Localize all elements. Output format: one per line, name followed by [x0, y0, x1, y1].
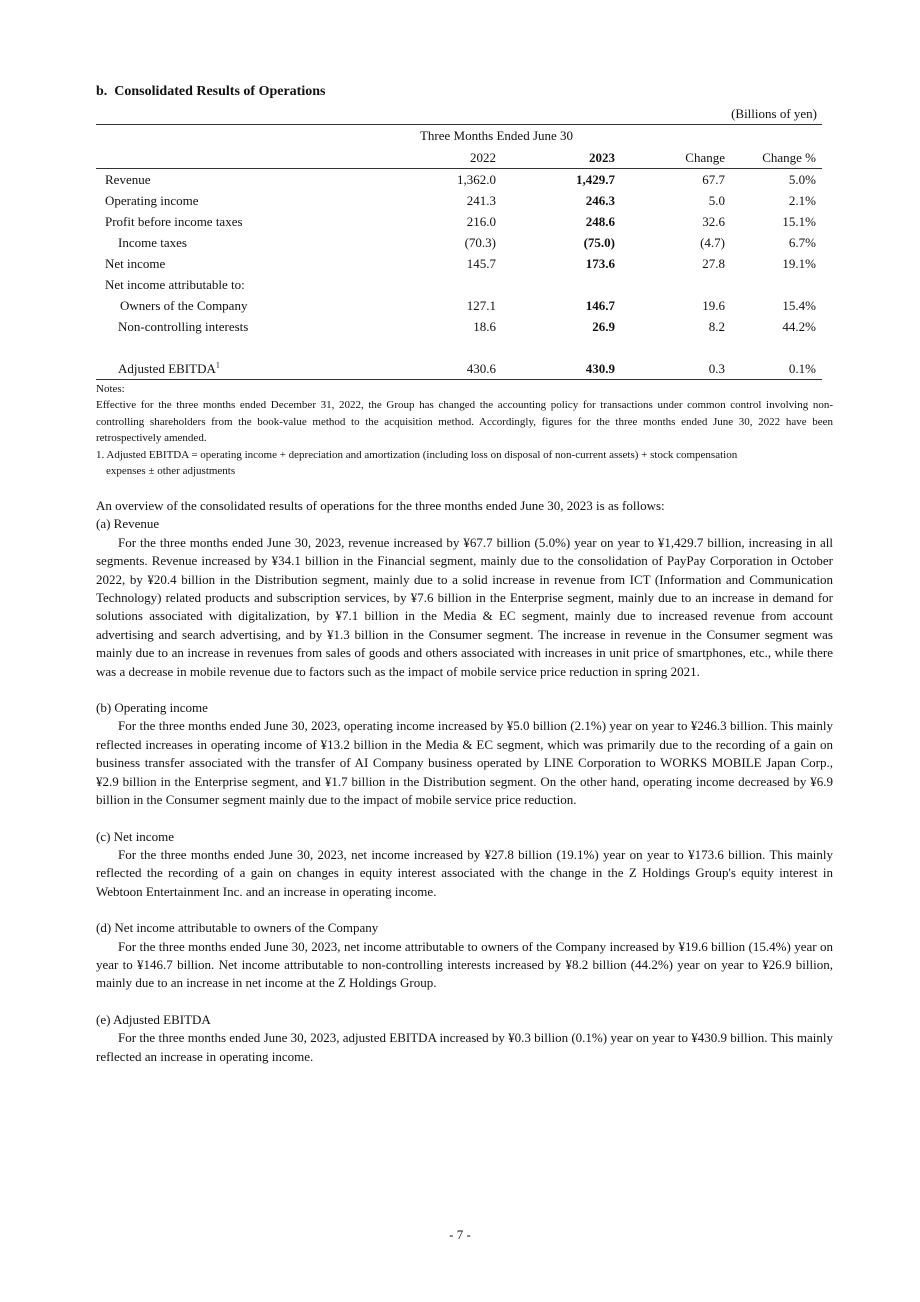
table-row	[96, 190, 822, 211]
notes-title: Notes:	[96, 383, 125, 395]
footnote-ref: 1	[215, 360, 220, 370]
col-header-2023: 2023	[496, 147, 615, 169]
cell-change: 67.7	[702, 171, 725, 187]
cell-2023: 173.6	[585, 255, 615, 271]
cell-change: 8.2	[708, 318, 725, 334]
row-label: Income taxes	[118, 234, 187, 250]
table-header-row	[96, 125, 822, 148]
unit-note: (Billions of yen)	[731, 106, 817, 121]
page-number: - 7 -	[449, 1227, 471, 1242]
footnote-1: 1. Adjusted EBITDA = operating income + depreciation and amortization (including loss on disposal of non-current assets) + stock compensation	[96, 448, 738, 461]
row-label: Net income	[105, 255, 166, 271]
cell-2022: 430.6	[378, 358, 496, 380]
cell-2023: (75.0)	[583, 234, 615, 250]
col-header-2022: 2022	[378, 147, 496, 169]
row-label: Owners of the Company	[120, 297, 248, 313]
cell-2022: 18.6	[473, 318, 496, 334]
table-spacer-row	[96, 337, 822, 358]
cell-change-pct: 6.7%	[788, 234, 816, 250]
row-label: Profit before income taxes	[105, 213, 243, 229]
notes-section	[96, 381, 833, 479]
cell-change-pct: 15.1%	[782, 213, 816, 229]
period-header: Three Months Ended June 30	[419, 128, 574, 143]
col-header-change: Change	[615, 147, 725, 169]
row-label	[96, 358, 378, 380]
cell-2023: 430.9	[496, 358, 615, 380]
subsection-title-adjusted-ebitda: (e) Adjusted EBITDA	[96, 1011, 211, 1027]
cell-change-pct: 5.0%	[788, 171, 816, 187]
subsection-text-net-income-owners: For the three months ended June 30, 2023, net income attributable to owners of the Company increased by ¥19.6 billion (15.4%) year on year to ¥146.7 billion. Net income attributable to non-controlling interests increased by ¥8.2 billion (44.2%) year on year to ¥26.9 billion, mainly due to an increase in net income at the Z Holdings Group.	[96, 938, 833, 991]
results-table	[96, 124, 822, 380]
section-heading: b. Consolidated Results of Operations	[96, 84, 326, 99]
notes-text: Effective for the three months ended December 31, 2022, the Group has changed the accounting policy for transactions under common control involving non-controlling shareholders from the book-value method to the acquisition method. Accordingly, figures for the three months ended June 30, 2022 have been retrospectively amended.	[96, 399, 833, 445]
cell-2023: 246.3	[585, 192, 615, 208]
cell-2023: 26.9	[592, 318, 615, 334]
subsection-text-revenue: For the three months ended June 30, 2023, revenue increased by ¥67.7 billion (5.0%) year on year to ¥1,429.7 billion, increasing in all segments. Revenue increased by ¥34.1 billion in the Financial segment, mainly due to the consolidation of PayPay Corporation in October 2022, by ¥20.4 billion in the Distribution segment, mainly due to a solid increase in revenue from ICT (Information and Communication Technology) related products and subscription services, by ¥7.6 billion in the Enterprise segment, mainly due to an increase in demand for solutions associated with digitalization, by ¥7.1 billion in the Media & EC segment, mainly due to increased revenue from account advertising and search advertising, and by ¥1.3 billion in the Consumer segment. The increase in revenue in the Consumer segment was mainly due to an increase in revenues from sales of goods and others associated with increases in unit price of smartphones, etc., while there was a decrease in mobile revenue due to factors such as the impact of mobile service price reduction in spring 2021.	[96, 534, 833, 679]
subsection-text-operating-income: For the three months ended June 30, 2023, operating income increased by ¥5.0 billion (2.1%) year on year to ¥246.3 billion. This mainly reflected increases in operating income of ¥13.2 billion in the Media & EC segment, which was primarily due to the recording of a gain on business transfer associated with the transfer of AI Company business operated by LINE Corporation to WORKS MOBILE Japan Corp., ¥2.9 billion in the Enterprise segment, and ¥1.7 billion in the Distribution segment. On the other hand, operating income decreased by ¥6.9 billion in the Consumer segment mainly due to the impact of mobile service price reduction.	[96, 718, 833, 808]
row-label: Non-controlling interests	[118, 318, 249, 334]
cell-change: (4.7)	[700, 234, 725, 250]
cell-change-pct: 19.1%	[782, 255, 816, 271]
cell-change-pct: 15.4%	[782, 297, 816, 313]
cell-change-pct: 2.1%	[788, 192, 816, 208]
subsection-title-net-income-owners: (d) Net income attributable to owners of the Company	[96, 920, 379, 936]
row-label: Net income attributable to:	[105, 276, 245, 292]
cell-2022: (70.3)	[464, 234, 496, 250]
cell-change: 32.6	[702, 213, 725, 229]
row-label-text: Adjusted EBITDA	[118, 360, 216, 376]
cell-change: 19.6	[702, 297, 725, 313]
cell-change-pct: 44.2%	[782, 318, 816, 334]
table-row	[96, 274, 822, 295]
table-row	[96, 316, 822, 337]
overview-intro: An overview of the consolidated results of operations for the three months ended June 30, 2023 is as follows:	[96, 498, 665, 513]
row-label: Operating income	[105, 192, 199, 208]
table-row	[96, 358, 822, 380]
footnote-1-cont: expenses ± other adjustments	[106, 465, 236, 478]
col-header-change-pct: Change %	[725, 147, 822, 169]
table-row	[96, 253, 822, 274]
cell-2023: 146.7	[585, 297, 615, 313]
cell-2022: 127.1	[466, 297, 496, 313]
cell-2022: 145.7	[466, 255, 496, 271]
table-header-row	[96, 147, 822, 169]
cell-2022: 216.0	[466, 213, 496, 229]
cell-change: 5.0	[708, 192, 725, 208]
cell-change: 0.3	[615, 358, 725, 380]
subsection-title-operating-income: (b) Operating income	[96, 700, 208, 716]
subsection-title-revenue: (a) Revenue	[96, 516, 160, 532]
cell-change: 27.8	[702, 255, 725, 271]
table-row	[96, 295, 822, 316]
subsection-text-net-income: For the three months ended June 30, 2023, net income increased by ¥27.8 billion (19.1%) year on year to ¥173.6 billion. This mainly reflected the recording of a gain on changes in equity interest associated with the change in the Z Holdings Group's equity interest in Webtoon Entertainment Inc. and an increase in operating income.	[96, 846, 833, 899]
table-row	[96, 169, 822, 191]
table-row	[96, 211, 822, 232]
cell-2023: 248.6	[585, 213, 615, 229]
subsection-text-adjusted-ebitda: For the three months ended June 30, 2023, adjusted EBITDA increased by ¥0.3 billion (0.1%) year on year to ¥430.9 billion. This mainly reflected an increase in operating income.	[96, 1030, 833, 1064]
subsection-title-net-income: (c) Net income	[96, 828, 174, 844]
table-row	[96, 232, 822, 253]
row-label: Revenue	[105, 171, 151, 187]
cell-2022: 241.3	[466, 192, 496, 208]
cell-change-pct: 0.1%	[725, 358, 822, 380]
cell-2022: 1,362.0	[457, 171, 496, 187]
cell-2023: 1,429.7	[576, 171, 615, 187]
overview-section	[96, 497, 833, 1066]
